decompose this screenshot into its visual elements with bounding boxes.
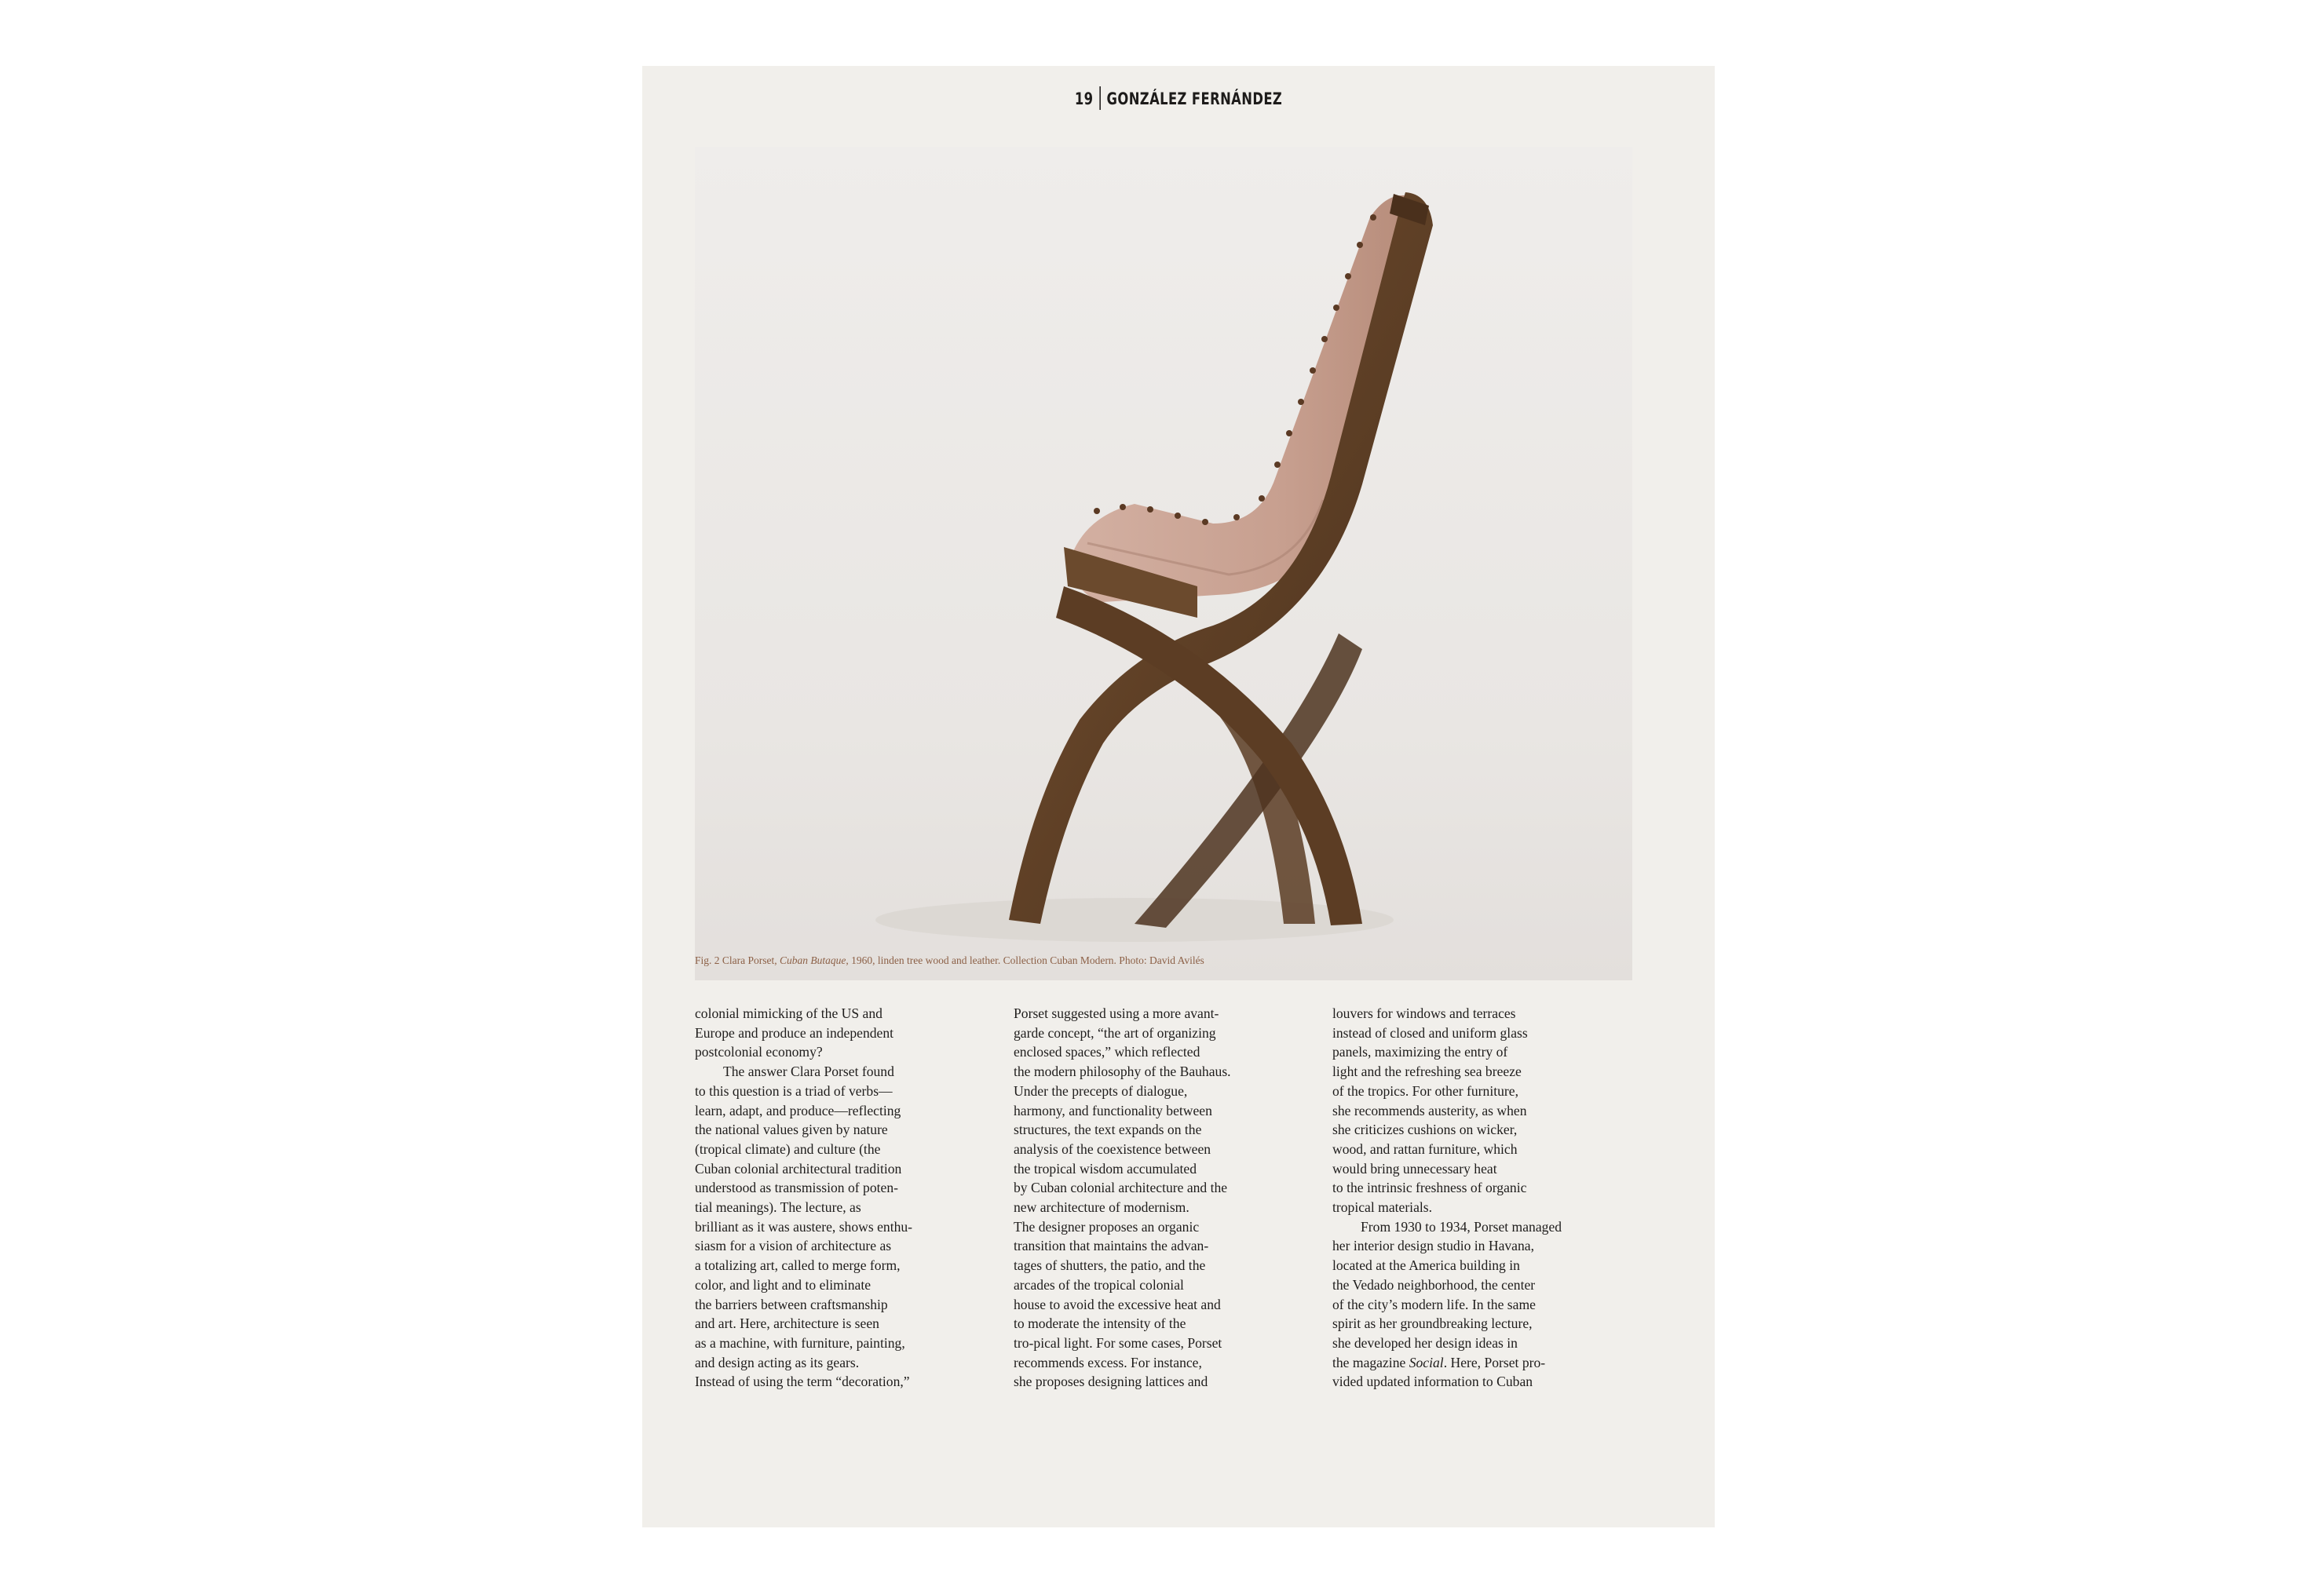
text-line: Cuban colonial architectural tradition bbox=[695, 1160, 902, 1177]
text-line: Instead of using the term “decoration,” bbox=[695, 1374, 910, 1390]
text-line: as a machine, with furniture, painting, bbox=[695, 1334, 905, 1351]
text-line: and art. Here, architecture is seen bbox=[695, 1315, 879, 1332]
header-divider bbox=[1099, 86, 1101, 110]
text-line: recommends excess. For instance, bbox=[1014, 1354, 1202, 1370]
text-line: wood, and rattan furniture, which bbox=[1332, 1140, 1518, 1157]
caption-title: Cuban Butaque bbox=[780, 954, 846, 966]
text-line: tropical materials. bbox=[1332, 1199, 1433, 1216]
text-line: to moderate the intensity of the bbox=[1014, 1315, 1186, 1332]
text-line: of the tropics. For other furniture, bbox=[1332, 1082, 1518, 1099]
running-head bbox=[760, 86, 1596, 110]
text-line: the tropical wisdom accumulated bbox=[1014, 1160, 1197, 1177]
text-column-1 bbox=[695, 1004, 1005, 1392]
text-line: she proposes designing lattices and bbox=[1014, 1374, 1208, 1390]
text-line: siasm for a vision of architecture as bbox=[695, 1238, 892, 1254]
text-line: she criticizes cushions on wicker, bbox=[1332, 1122, 1518, 1138]
text-line: located at the America building in bbox=[1332, 1257, 1520, 1274]
text-line: understood as transmission of poten- bbox=[695, 1180, 898, 1196]
text-line: house to avoid the excessive heat and bbox=[1014, 1296, 1221, 1312]
text-line: arcades of the tropical colonial bbox=[1014, 1276, 1184, 1293]
text-fragment: . Here, Porset pro- bbox=[1443, 1354, 1546, 1370]
text-line: the modern philosophy of the Bauhaus. bbox=[1014, 1064, 1231, 1080]
text-line: tro-pical light. For some cases, Porset bbox=[1014, 1334, 1222, 1351]
text-line: Europe and produce an independent bbox=[695, 1024, 894, 1041]
text-line: harmony, and functionality between bbox=[1014, 1102, 1212, 1118]
text-line: by Cuban colonial architecture and the bbox=[1014, 1180, 1228, 1196]
text-fragment: the magazine bbox=[1332, 1354, 1406, 1370]
text-line: tages of shutters, the patio, and the bbox=[1014, 1257, 1206, 1274]
text-line: (tropical climate) and culture (the bbox=[695, 1140, 881, 1157]
page-number: 19 bbox=[1074, 89, 1094, 108]
text-line: louvers for windows and terraces bbox=[1332, 1005, 1516, 1021]
text-line: and design acting as its gears. bbox=[695, 1354, 860, 1370]
text-line: spirit as her groundbreaking lecture, bbox=[1332, 1315, 1533, 1332]
text-line: transition that maintains the advan- bbox=[1014, 1238, 1209, 1254]
text-line: vided updated information to Cuban bbox=[1332, 1374, 1533, 1390]
text-line: enclosed spaces,” which reflected bbox=[1014, 1044, 1200, 1060]
text-line: instead of closed and uniform glass bbox=[1332, 1024, 1528, 1041]
chair-photograph bbox=[695, 147, 1632, 980]
author-name: GONZÁLEZ FERNÁNDEZ bbox=[1106, 89, 1283, 108]
text-line: brilliant as it was austere, shows enthu- bbox=[695, 1218, 913, 1235]
text-line: color, and light and to eliminate bbox=[695, 1276, 872, 1293]
text-column-2 bbox=[1014, 1004, 1324, 1392]
caption-artist: Clara Porset, bbox=[722, 954, 777, 966]
text-line: the Vedado neighborhood, the center bbox=[1332, 1276, 1536, 1293]
text-line: Porset suggested using a more avant- bbox=[1014, 1005, 1219, 1021]
text-line: she developed her design ideas in bbox=[1332, 1334, 1518, 1351]
figure-caption bbox=[695, 954, 1632, 967]
text-line: her interior design studio in Havana, bbox=[1332, 1238, 1534, 1254]
text-line: learn, adapt, and produce—reflecting bbox=[695, 1102, 901, 1118]
text-line: the national values given by nature bbox=[695, 1122, 888, 1138]
magazine-title: Social bbox=[1409, 1354, 1444, 1370]
text-line: to the intrinsic freshness of organic bbox=[1332, 1180, 1527, 1196]
text-line: colonial mimicking of the US and bbox=[695, 1005, 882, 1021]
caption-label: Fig. 2 bbox=[695, 954, 720, 966]
text-column-3 bbox=[1332, 1004, 1643, 1392]
text-line: to this question is a triad of verbs— bbox=[695, 1082, 893, 1099]
text-line: light and the refreshing sea breeze bbox=[1332, 1064, 1522, 1080]
text-line: tial meanings). The lecture, as bbox=[695, 1199, 861, 1216]
text-line: From 1930 to 1934, Porset managed bbox=[1361, 1218, 1562, 1235]
text-line: postcolonial economy? bbox=[695, 1044, 823, 1060]
text-line: the barriers between craftsmanship bbox=[695, 1296, 888, 1312]
text-line: garde concept, “the art of organizing bbox=[1014, 1024, 1216, 1041]
text-line: structures, the text expands on the bbox=[1014, 1122, 1202, 1138]
book-page bbox=[642, 66, 1715, 1527]
text-line: Under the precepts of dialogue, bbox=[1014, 1082, 1188, 1099]
text-line: panels, maximizing the entry of bbox=[1332, 1044, 1508, 1060]
text-line: would bring unnecessary heat bbox=[1332, 1160, 1497, 1177]
text-line: analysis of the coexistence between bbox=[1014, 1140, 1211, 1157]
text-line: The answer Clara Porset found bbox=[723, 1064, 894, 1080]
text-line: new architecture of modernism. bbox=[1014, 1199, 1189, 1216]
text-line: she recommends austerity, as when bbox=[1332, 1102, 1527, 1118]
caption-details: , 1960, linden tree wood and leather. Collection Cuban Modern. Photo: David Avilés bbox=[846, 954, 1204, 966]
text-line: a totalizing art, called to merge form, bbox=[695, 1257, 901, 1274]
text-line: The designer proposes an organic bbox=[1014, 1218, 1200, 1235]
text-line: of the city’s modern life. In the same bbox=[1332, 1296, 1536, 1312]
text-line-with-italic bbox=[1332, 1353, 1643, 1373]
